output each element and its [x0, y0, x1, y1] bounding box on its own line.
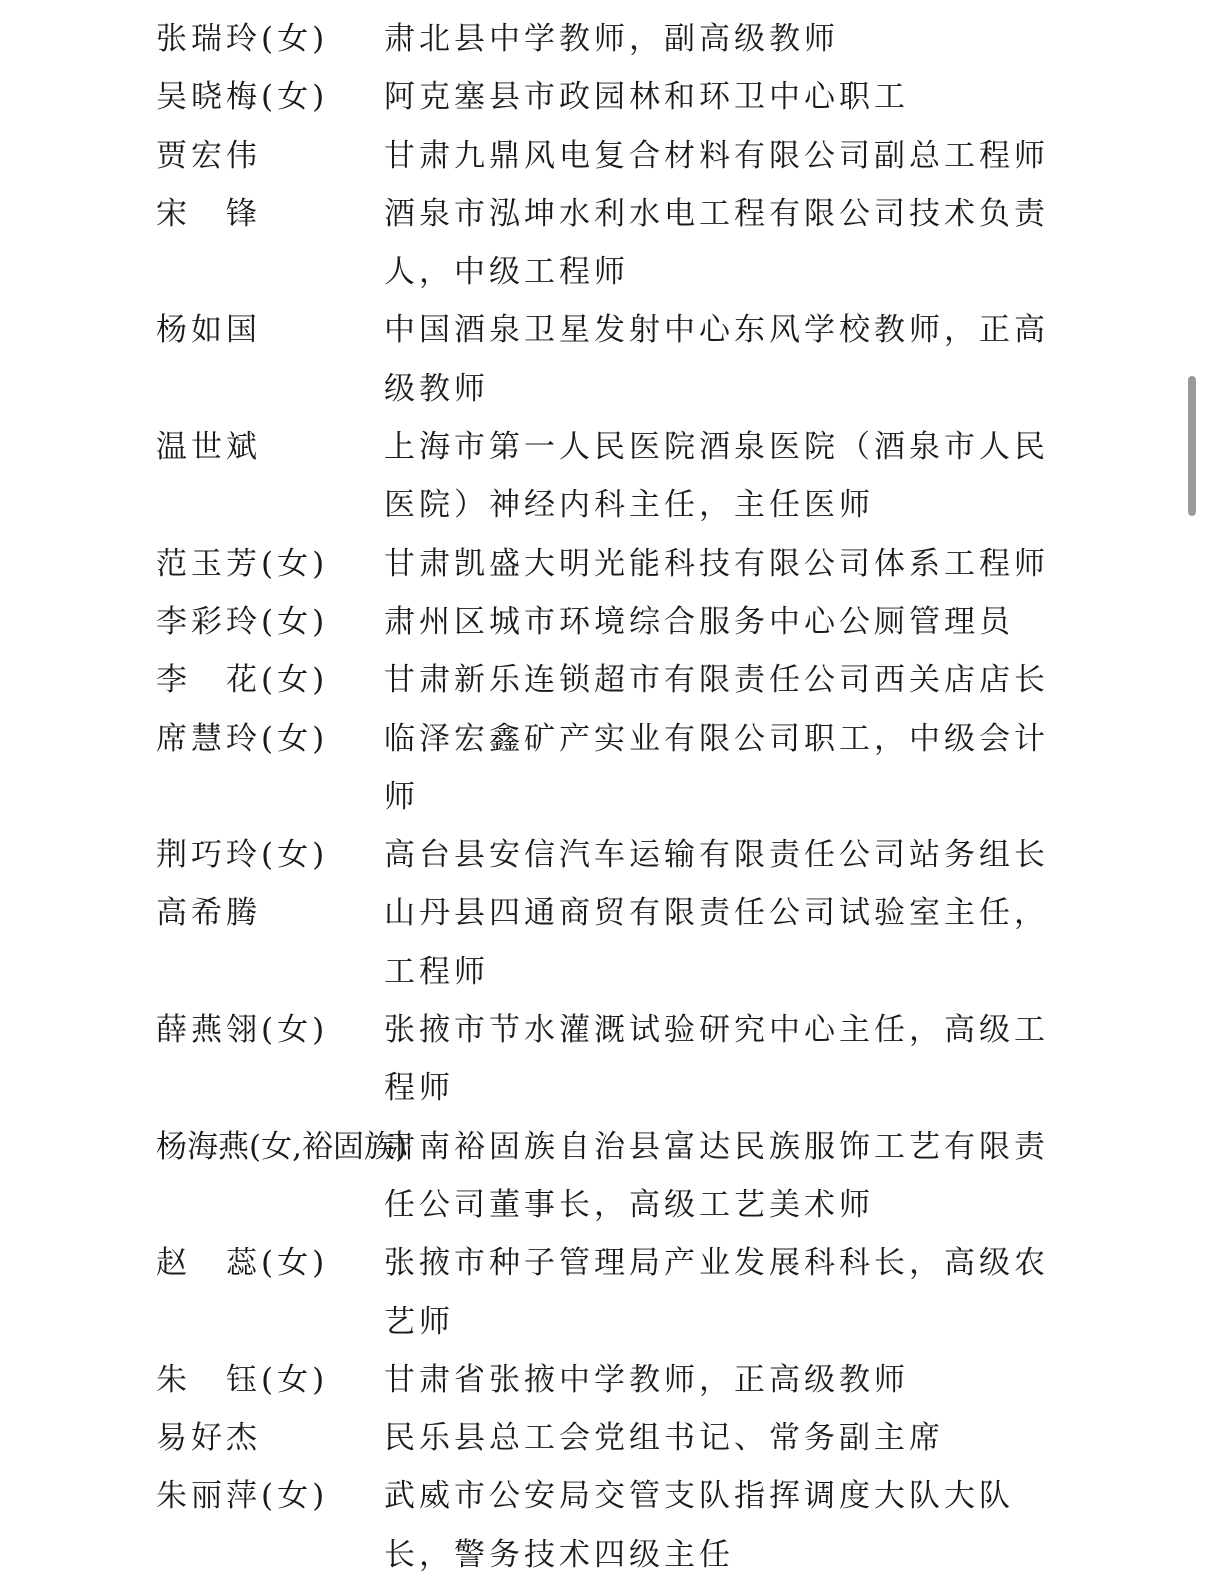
person-title: 山丹县四通商贸有限责任公司试验室主任，工程师 [384, 895, 1049, 990]
person-name: 吴晓梅(女) [156, 79, 329, 116]
person-title: 肃南裕固族自治县富达民族服饰工艺有限责任公司董事长，高级工艺美术师 [384, 1128, 1049, 1223]
person-title: 张掖市种子管理局产业发展科科长，高级农艺师 [384, 1245, 1049, 1340]
person-title: 酒泉市泓坤水利水电工程有限公司技术负责人，中级工程师 [384, 195, 1049, 291]
list-item [156, 826, 1076, 884]
person-name: 李彩玲(女) [156, 603, 329, 640]
list-item [156, 535, 1076, 593]
person-name: 张瑞玲(女) [156, 21, 329, 57]
person-name: 贾宏伟 [156, 137, 261, 174]
honoree-list [156, 10, 1076, 1584]
person-name: 易好杰 [156, 1420, 261, 1457]
person-title: 甘肃九鼎风电复合材料有限公司副总工程师 [384, 137, 1049, 174]
person-title: 临泽宏鑫矿产实业有限公司职工，中级会计师 [384, 720, 1049, 815]
person-name: 杨海燕(女,裕固族) [156, 1128, 408, 1165]
person-title: 武威市公安局交管支队指挥调度大队大队长，警务技术四级主任 [384, 1478, 1014, 1573]
person-name: 范玉芳(女) [156, 545, 329, 582]
person-name: 高希腾 [156, 895, 261, 932]
person-name: 朱丽萍(女) [156, 1478, 329, 1515]
person-title: 民乐县总工会党组书记、常务副主席 [384, 1420, 944, 1457]
list-item [156, 68, 1076, 126]
list-item [156, 127, 1076, 185]
person-name: 荆巧玲(女) [156, 837, 329, 874]
person-name: 宋 锋 [156, 195, 261, 232]
person-name: 赵 蕊(女) [156, 1245, 329, 1282]
list-item [156, 710, 1076, 827]
person-title: 甘肃省张掖中学教师，正高级教师 [384, 1361, 909, 1398]
list-item [156, 651, 1076, 709]
list-item [156, 1118, 1076, 1235]
list-item [156, 884, 1076, 1001]
list-item [156, 1467, 1076, 1584]
person-title: 肃北县中学教师，副高级教师 [384, 21, 839, 57]
list-item [156, 418, 1076, 535]
vertical-scrollbar[interactable] [1186, 0, 1198, 1293]
person-title: 肃州区城市环境综合服务中心公厕管理员 [384, 603, 1014, 640]
list-item [156, 10, 1076, 68]
list-item [156, 301, 1076, 418]
list-item [156, 1409, 1076, 1467]
list-item [156, 1001, 1076, 1118]
person-name: 温世斌 [156, 429, 261, 466]
person-title: 高台县安信汽车运输有限责任公司站务组长 [384, 837, 1049, 874]
list-item [156, 185, 1076, 302]
person-name: 李 花(女) [156, 662, 329, 699]
person-title: 张掖市节水灌溉试验研究中心主任，高级工程师 [384, 1012, 1049, 1107]
person-title: 阿克塞县市政园林和环卫中心职工 [384, 79, 909, 116]
person-title: 甘肃凯盛大明光能科技有限公司体系工程师 [384, 545, 1049, 582]
person-title: 上海市第一人民医院酒泉医院（酒泉市人民医院）神经内科主任，主任医师 [384, 429, 1049, 524]
person-name: 朱 钰(女) [156, 1361, 329, 1398]
list-item [156, 1351, 1076, 1409]
scrollbar-thumb[interactable] [1188, 376, 1196, 516]
person-name: 杨如国 [156, 312, 261, 349]
person-name: 薛燕翎(女) [156, 1012, 329, 1049]
person-name: 席慧玲(女) [156, 720, 329, 757]
person-title: 甘肃新乐连锁超市有限责任公司西关店店长 [384, 662, 1049, 699]
person-title: 中国酒泉卫星发射中心东风学校教师，正高级教师 [384, 312, 1049, 407]
list-item [156, 593, 1076, 651]
